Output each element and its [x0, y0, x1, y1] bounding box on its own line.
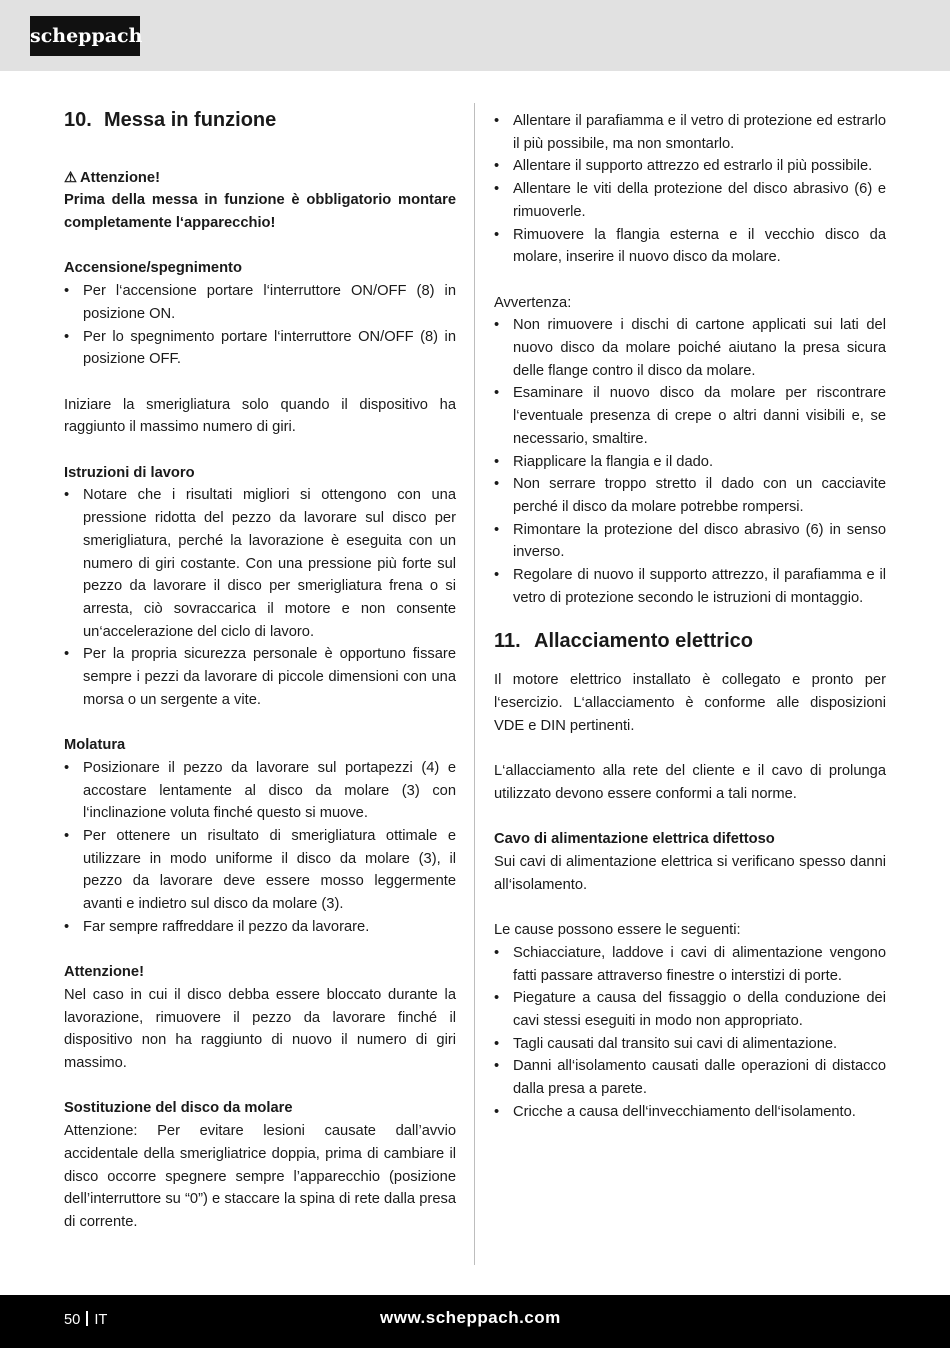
section-number: 10.: [64, 109, 92, 131]
list-item: • Non rimuovere i dischi di cartone applicati sui lati del nuovo disco da molare poiché aiutano la presa sicura delle flange contro il disco da molare.: [494, 314, 886, 382]
grind-list: [64, 757, 456, 939]
replace-text: Attenzione: Per evitare lesioni causate dall’avvio accidentale della smerigliatrice doppia, prima di cambiare il disco occorre spegnere sempre l’apparecchio (posizione dell’interruttore su “0”) e staccare la spina di rete dalla presa di corrente.: [64, 1123, 456, 1230]
list-item: • Piegature a causa del fissaggio o della conduzione dei cavi stessi eseguiti in modo non appropriato.: [494, 987, 886, 1032]
list-item: • Per la propria sicurezza personale è opportuno fissare sempre i pezzi da lavorare di piccole dimensioni con una morsa o un sergente a vite.: [64, 643, 456, 711]
grind-heading: Molatura: [64, 737, 126, 754]
network-text: L‘allacciamento alla rete del cliente e il cavo di prolunga utilizzato devono essere conformi a tali norme.: [494, 763, 886, 802]
warning-triangle-icon: ⚠: [64, 169, 78, 186]
work-list: [64, 484, 456, 711]
section-11-heading: [494, 627, 886, 655]
note-list: [494, 314, 886, 609]
list-item: • Tagli causati dal transito sui cavi di alimentazione.: [494, 1033, 886, 1056]
section-title: Allacciamento elettrico: [534, 630, 753, 653]
column-divider: [474, 103, 475, 1265]
brand-logo: scheppach: [30, 16, 140, 56]
list-item: • Danni all‘isolamento causati dalle operazioni di distacco dalla presa a parete.: [494, 1055, 886, 1100]
header-bar: [0, 0, 950, 71]
list-item: • Regolare di nuovo il supporto attrezzo, il parafiamma e il vetro di protezione secondo le istruzioni di montaggio.: [494, 564, 886, 609]
website-link[interactable]: www.scheppach.com: [380, 1308, 561, 1327]
list-item: • Per ottenere un risultato di smerigliatura ottimale e utilizzare in modo uniforme il disco da molare (3), il pezzo da lavorare deve essere mosso leggermente avanti e indietro sul disco da molare (3).: [64, 825, 456, 916]
page-separator: [86, 1311, 88, 1326]
list-item: • Posizionare il pezzo da lavorare sul portapezzi (4) e accostare lentamente al disco da molare (3) con l‘inclinazione voluta finché questo si muove.: [64, 757, 456, 825]
cable-heading: Cavo di alimentazione elettrica difettoso: [494, 831, 775, 848]
list-item: • Schiacciature, laddove i cavi di alimentazione vengono fatti passare attraverso finestre o interstizi di porte.: [494, 942, 886, 987]
list-item: • Per lo spegnimento portare l‘interruttore ON/OFF (8) in posizione OFF.: [64, 326, 456, 371]
left-column: [64, 100, 456, 1234]
list-item: • Notare che i risultati migliori si ottengono con una pressione ridotta del pezzo da lavorare sul disco per smerigliatura, perché la lavorazione è eseguita con un numero di giri costante. Con una pressione più forte sul pezzo da lavorare il disco per smerigliatura frena o si arresta, ciò sovraccarica il motore e non consente un‘accelerazione del ciclo di lavoro.: [64, 484, 456, 643]
list-item: • Rimuovere la flangia esterna e il vecchio disco da molare, inserire il nuovo disco da molare.: [494, 224, 886, 269]
right-column: [494, 110, 886, 1123]
page-number: 50: [64, 1312, 81, 1328]
section-number: 11.: [494, 630, 521, 653]
page-indicator: [64, 1311, 107, 1328]
warning-heading: ⚠ Attenzione!: [64, 167, 456, 190]
start-text: Iniziare la smerigliatura solo quando il dispositivo ha raggiunto il massimo numero di giri.: [64, 396, 456, 436]
work-heading: Istruzioni di lavoro: [64, 464, 195, 481]
attention-heading: Attenzione!: [64, 964, 144, 981]
causes-heading: Le cause possono essere le seguenti:: [494, 922, 741, 939]
list-item: • Allentare il parafiamma e il vetro di protezione ed estrarlo il più possibile, ma non smontarlo.: [494, 110, 886, 155]
list-item: • Allentare il supporto attrezzo ed estrarlo il più possibile.: [494, 155, 886, 178]
footer-bar: [0, 1295, 950, 1348]
list-item: • Non serrare troppo stretto il dado con un cacciavite perché il disco da molare potrebbe rompersi.: [494, 473, 886, 518]
list-item: • Per l‘accensione portare l‘interruttore ON/OFF (8) in posizione ON.: [64, 280, 456, 325]
warning-text: Prima della messa in funzione è obbligatorio montare completamente l‘apparecchio!: [64, 192, 456, 232]
list-item: • Esaminare il nuovo disco da molare per riscontrare l‘eventuale presenza di crepe o altri danni visibili e, se necessario, smaltire.: [494, 382, 886, 450]
list-item: • Allentare le viti della protezione del disco abrasivo (6) e rimuoverle.: [494, 178, 886, 223]
list-item: • Cricche a causa dell‘invecchiamento dell‘isolamento.: [494, 1101, 886, 1124]
attention-text: Nel caso in cui il disco debba essere bloccato durante la lavorazione, rimuovere il pezzo da lavorare finché il dispositivo non ha raggiunto di nuovo il numero di giri massimo.: [64, 986, 456, 1072]
causes-list: [494, 942, 886, 1124]
section-title: Messa in funzione: [104, 109, 277, 131]
list-item: • Far sempre raffreddare il pezzo da lavorare.: [64, 916, 456, 939]
list-item: • Riapplicare la flangia e il dado.: [494, 451, 886, 474]
onoff-heading: Accensione/spegnimento: [64, 260, 242, 277]
cable-text: Sui cavi di alimentazione elettrica si verificano spesso danni all‘isolamento.: [494, 854, 886, 893]
list-item: • Rimontare la protezione del disco abrasivo (6) in senso inverso.: [494, 519, 886, 564]
section-10-heading: [64, 106, 456, 134]
note-heading: Avvertenza:: [494, 294, 572, 311]
replace-heading: Sostituzione del disco da molare: [64, 1100, 293, 1117]
motor-text: Il motore elettrico installato è collegato e pronto per l‘esercizio. L‘allacciamento è conforme alle disposizioni VDE e DIN pertinenti.: [494, 672, 886, 734]
onoff-list: [64, 280, 456, 371]
replace-list: [494, 110, 886, 269]
language-code: IT: [94, 1312, 108, 1328]
